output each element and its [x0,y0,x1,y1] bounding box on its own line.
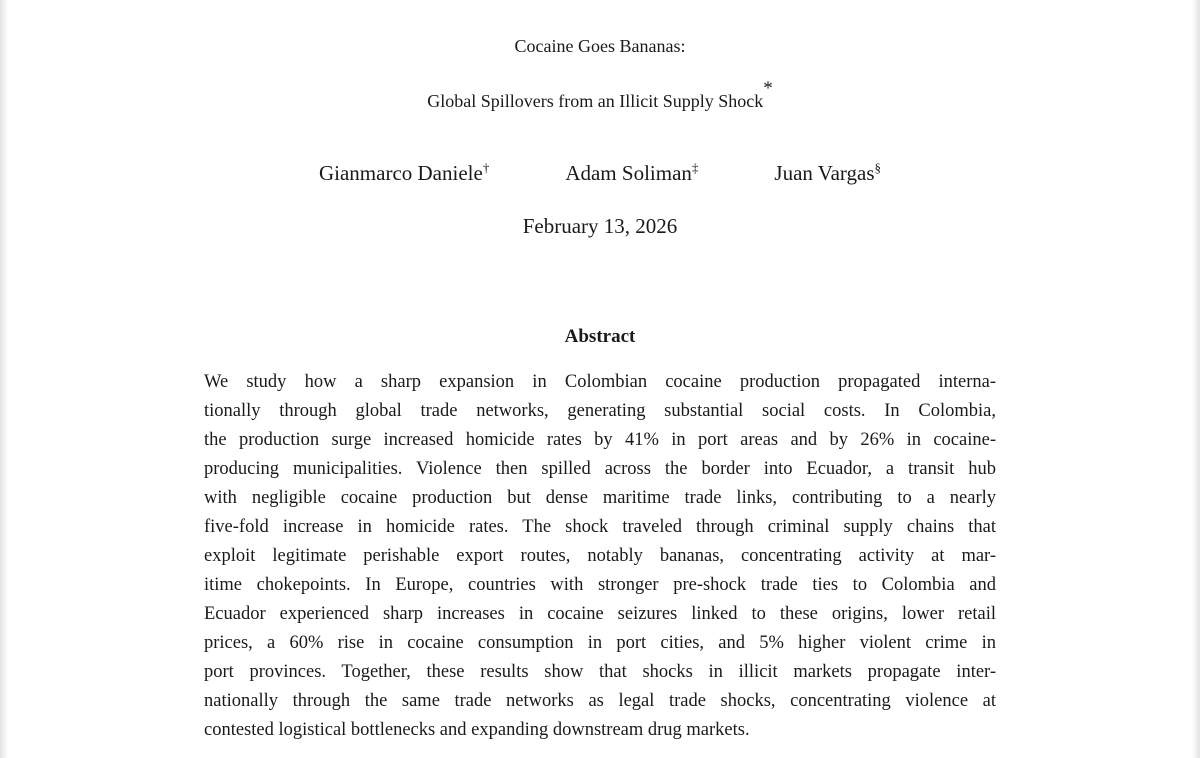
abstract-line: the production surge increased homicide rates by 41% in port areas and by 26% in cocaine- [204,430,996,450]
author-name: Gianmarco Daniele [318,161,483,185]
abstract-line: exploit legitimate perishable export routes, notably bananas, concentrating activity at mar- [204,546,996,566]
abstract-line: nationally through the same trade networks as legal trade shocks, concentrating violence at [204,691,996,711]
author-list [0,160,1200,185]
abstract-line: producing municipalities. Violence then spilled across the border into Ecuador, a transit hub [204,459,996,479]
author [774,160,882,185]
title-line-1-text: Cocaine Goes Bananas: [514,36,686,56]
abstract-line: tionally through global trade networks, generating substantial social costs. In Colombia, [204,401,996,421]
author-footnote-mark[interactable]: § [874,160,882,175]
publication-date: February 13, 2026 [522,214,678,238]
author-name: Juan Vargas [774,161,875,185]
author [318,160,490,185]
author-name: Adam Soliman [565,161,692,185]
author-footnote-mark[interactable]: ‡ [691,160,699,175]
abstract-line: with negligible cocaine production but dense maritime trade links, contributing to a nearly [204,488,996,508]
abstract-line: five-fold increase in homicide rates. The shock traveled through criminal supply chains that [204,517,996,537]
abstract-line: prices, a 60% rise in cocaine consumption in port cities, and 5% higher violent crime in [204,633,996,653]
author-footnote-mark[interactable]: † [482,160,490,175]
abstract-line: itime chokepoints. In Europe, countries with stronger pre-shock trade ties to Colombia and [204,575,996,595]
page-shadow-right [1192,0,1200,758]
abstract-line: contested logistical bottlenecks and expanding downstream drug markets. [204,720,750,740]
abstract-line: port provinces. Together, these results show that shocks in illicit markets propagate inter- [204,662,996,682]
title-footnote-mark[interactable]: * [763,78,773,99]
abstract-heading: Abstract [564,326,636,347]
abstract-line: Ecuador experienced sharp increases in cocaine seizures linked to these origins, lower retail [204,604,996,624]
author [565,160,699,185]
paper-title-line-2 [0,78,1200,111]
abstract-body [204,368,996,745]
page-shadow-left [0,0,8,758]
abstract-line: We study how a sharp expansion in Colombian cocaine production propagated interna- [204,372,996,392]
title-line-2-text: Global Spillovers from an Illicit Supply Shock [427,91,764,111]
paper-title-line-1 [0,37,1200,55]
